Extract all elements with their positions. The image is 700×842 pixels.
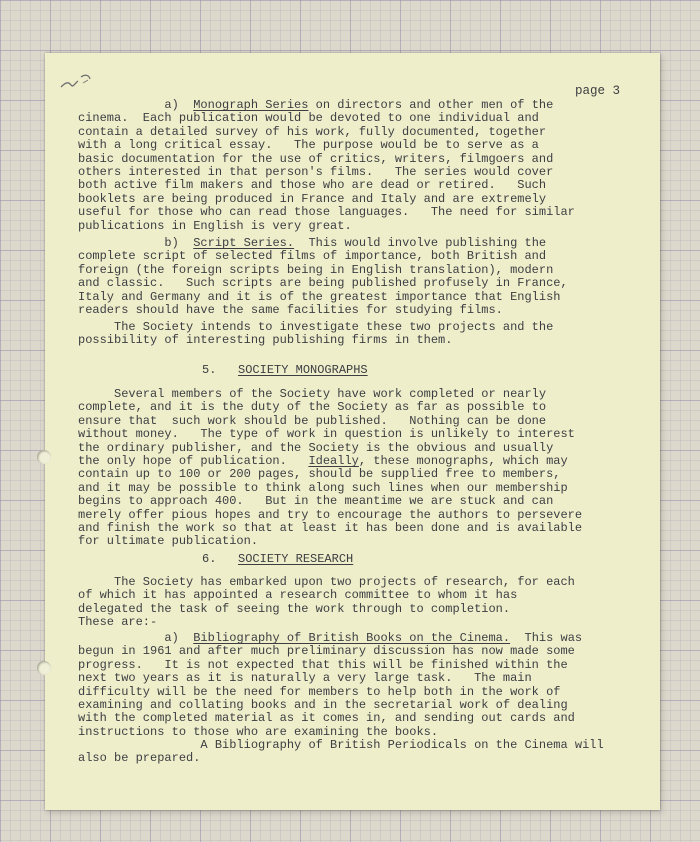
text-line: useful for those who can read those languages. The need for similar: [78, 205, 575, 220]
text-line: delegated the task of seeing the work through to completion.: [78, 601, 511, 616]
page-number: page 3: [575, 84, 621, 98]
text-line: both active film makers and those who are dead or retired. Such: [78, 178, 547, 193]
script-series-first-line: [78, 237, 638, 250]
text-line: next two years as it is naturally a very large task. The main: [78, 671, 532, 686]
section-6-number: 6.: [202, 552, 217, 566]
text-line: difficulty will be the need for members to help both in the work of: [78, 684, 561, 699]
text-line: ensure that such work should be published. Nothing can be done: [78, 413, 547, 428]
text-line: with a long critical essay. The purpose would be to serve as a: [78, 138, 539, 153]
section-5-title: SOCIETY MONOGRAPHS: [238, 363, 368, 377]
ideally-line-start: the only hope of publication.: [78, 454, 309, 469]
text-line: the ordinary publisher, and the Society is the obvious and usually: [78, 440, 554, 455]
text-line: Italy and Germany and it is of the greatest importance that English: [78, 289, 561, 304]
text-line: complete script of selected films of importance, both British and: [78, 249, 547, 264]
section-5-heading: [202, 364, 368, 377]
text-line: also be prepared.: [78, 751, 201, 766]
text-line: readers should have the same facilities for studying films.: [78, 303, 503, 318]
bibliography-paragraph: [78, 632, 638, 739]
monograph-series-first-line-rest: on directors and other men of the: [308, 98, 554, 112]
section-6-heading: [202, 553, 353, 566]
text-line: These are:-: [78, 615, 158, 630]
script-series-first-line-rest: This would involve publishing the: [294, 236, 547, 250]
text-line: Several members of the Society have work completed or nearly: [78, 387, 547, 401]
punch-hole: [37, 661, 51, 675]
periodicals-paragraph: [78, 739, 638, 766]
bibliography-first-line-rest: This was: [510, 631, 583, 645]
ideally-line: [78, 455, 638, 468]
text-line: possibility of interesting publishing firms in them.: [78, 333, 453, 348]
text-line: begun in 1961 and after much preliminary discussion has now made some: [78, 644, 575, 659]
section-5-paragraph: [78, 388, 638, 549]
script-series-paragraph: [78, 237, 638, 317]
text-line: with the completed material as it comes in, and sending out cards and: [78, 711, 575, 726]
monograph-series-paragraph: [78, 99, 638, 233]
section-6-paragraph: [78, 576, 638, 630]
section-6-title: SOCIETY RESEARCH: [238, 552, 354, 566]
punch-hole: [37, 450, 51, 464]
text-line: without money. The type of work in question is unlikely to interest: [78, 427, 575, 442]
script-series-label: b): [164, 236, 179, 250]
script-series-title: Script Series.: [193, 236, 295, 250]
text-line: of which it has appointed a research committee to whom it has: [78, 588, 518, 603]
text-line: basic documentation for the use of critics, writers, filmgoers and: [78, 151, 554, 166]
text-line: complete, and it is the duty of the Society as far as possible to: [78, 400, 547, 415]
text-line: for ultimate publication.: [78, 534, 259, 549]
text-line: instructions to those who are examining the books.: [78, 724, 439, 739]
text-line: examining and collating books and in the secretarial work of dealing: [78, 698, 568, 713]
document-page: [45, 53, 660, 810]
text-line: A Bibliography of British Periodicals on the Cinema will: [78, 738, 604, 752]
text-line: The Society intends to investigate these two projects and the: [78, 320, 554, 334]
pencil-annotation-icon: [59, 71, 93, 93]
monograph-series-title: Monograph Series: [193, 98, 309, 112]
text-line: foreign (the foreign scripts being in English translation), modern: [78, 262, 554, 277]
text-line: booklets are being produced in France and Italy and are extremely: [78, 191, 547, 206]
projects-note-paragraph: [78, 321, 638, 348]
monograph-series-label: a): [164, 98, 179, 112]
text-line: contain a detailed survey of his work, fully documented, together: [78, 124, 547, 139]
bibliography-first-line: [78, 632, 638, 645]
bibliography-label: a): [164, 631, 179, 645]
bibliography-title: Bibliography of British Books on the Cinema.: [193, 631, 511, 645]
text-line: cinema. Each publication would be devoted to one individual and: [78, 111, 539, 126]
text-line: The Society has embarked upon two projects of research, for each: [78, 575, 575, 589]
section-5-number: 5.: [202, 363, 217, 377]
ideally-word: Ideally: [308, 454, 359, 469]
text-line: and classic. Such scripts are being published profusely in France,: [78, 276, 568, 291]
text-line: merely offer pious hopes and try to encourage the authors to persevere: [78, 507, 583, 522]
text-line: and finish the work so that at least it has been done and is available: [78, 521, 583, 536]
ideally-line-rest: , these monographs, which may: [358, 454, 568, 469]
text-line: contain up to 100 or 200 pages, should be supplied free to members,: [78, 467, 561, 482]
text-line: begins to approach 400. But in the meantime we are stuck and can: [78, 494, 554, 509]
text-line: publications in English is very great.: [78, 218, 352, 233]
text-line: and it may be possible to think along such lines when our membership: [78, 480, 568, 495]
text-line: progress. It is not expected that this will be finished within the: [78, 657, 568, 672]
text-line: others interested in that person's films. The series would cover: [78, 165, 554, 180]
monograph-series-first-line: [78, 99, 638, 112]
